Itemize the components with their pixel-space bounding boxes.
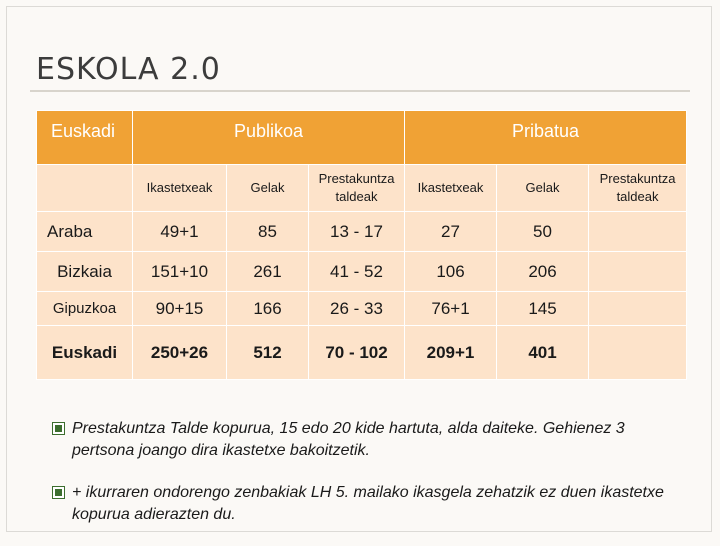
header-pribatua: Pribatua [405, 111, 687, 165]
table-cell: 151+10 [133, 252, 227, 292]
table-cell [589, 252, 687, 292]
subheader-empty [37, 165, 133, 212]
table-cell: 166 [227, 292, 309, 326]
checkbox-bullet-icon [52, 486, 65, 499]
table-cell [589, 212, 687, 252]
table-cell [589, 292, 687, 326]
checkbox-bullet-icon [52, 422, 65, 435]
subheader-cell: Ikastetxeak [405, 165, 497, 212]
table-cell: 13 - 17 [309, 212, 405, 252]
header-region: Euskadi [37, 111, 133, 165]
table-row [37, 252, 687, 292]
table-cell: 26 - 33 [309, 292, 405, 326]
table-cell: 41 - 52 [309, 252, 405, 292]
table-header-row [37, 111, 687, 165]
table-cell: 85 [227, 212, 309, 252]
table-cell: 512 [227, 326, 309, 380]
table-cell: 70 - 102 [309, 326, 405, 380]
page-title: ESKOLA 2.0 [36, 52, 221, 87]
table-cell: 106 [405, 252, 497, 292]
table-row [37, 212, 687, 252]
table-cell: 261 [227, 252, 309, 292]
table-cell [589, 326, 687, 380]
table-cell: 76+1 [405, 292, 497, 326]
table-cell: 27 [405, 212, 497, 252]
title-divider [30, 90, 690, 92]
table-cell: 250+26 [133, 326, 227, 380]
notes [52, 418, 672, 546]
table-cell: 49+1 [133, 212, 227, 252]
table-cell: 50 [497, 212, 589, 252]
row-label: Euskadi [37, 326, 133, 380]
row-label: Gipuzkoa [37, 292, 133, 326]
note-item [52, 482, 672, 526]
table-row-total [37, 326, 687, 380]
table-cell: 401 [497, 326, 589, 380]
table-cell: 145 [497, 292, 589, 326]
table-row [37, 292, 687, 326]
table-subheader-row [37, 165, 687, 212]
subheader-cell: Gelak [497, 165, 589, 212]
note-item [52, 418, 672, 462]
subheader-cell: Prestakuntza taldeak [589, 165, 687, 212]
row-label: Araba [37, 212, 133, 252]
note-text: Prestakuntza Talde kopurua, 15 edo 20 kide hartuta, alda daiteke. Gehienez 3 pertsona joango dira ikastetxe bakoitzetik. [72, 420, 625, 459]
schools-table [36, 110, 687, 380]
header-publikoa: Publikoa [133, 111, 405, 165]
subheader-cell: Prestakuntza taldeak [309, 165, 405, 212]
note-text: + ikurraren ondorengo zenbakiak LH 5. mailako ikasgela zehatzik ez duen ikastetxe kopurua adierazten du. [72, 484, 664, 523]
table-cell: 90+15 [133, 292, 227, 326]
row-label: Bizkaia [37, 252, 133, 292]
subheader-cell: Ikastetxeak [133, 165, 227, 212]
table-cell: 206 [497, 252, 589, 292]
table-cell: 209+1 [405, 326, 497, 380]
subheader-cell: Gelak [227, 165, 309, 212]
